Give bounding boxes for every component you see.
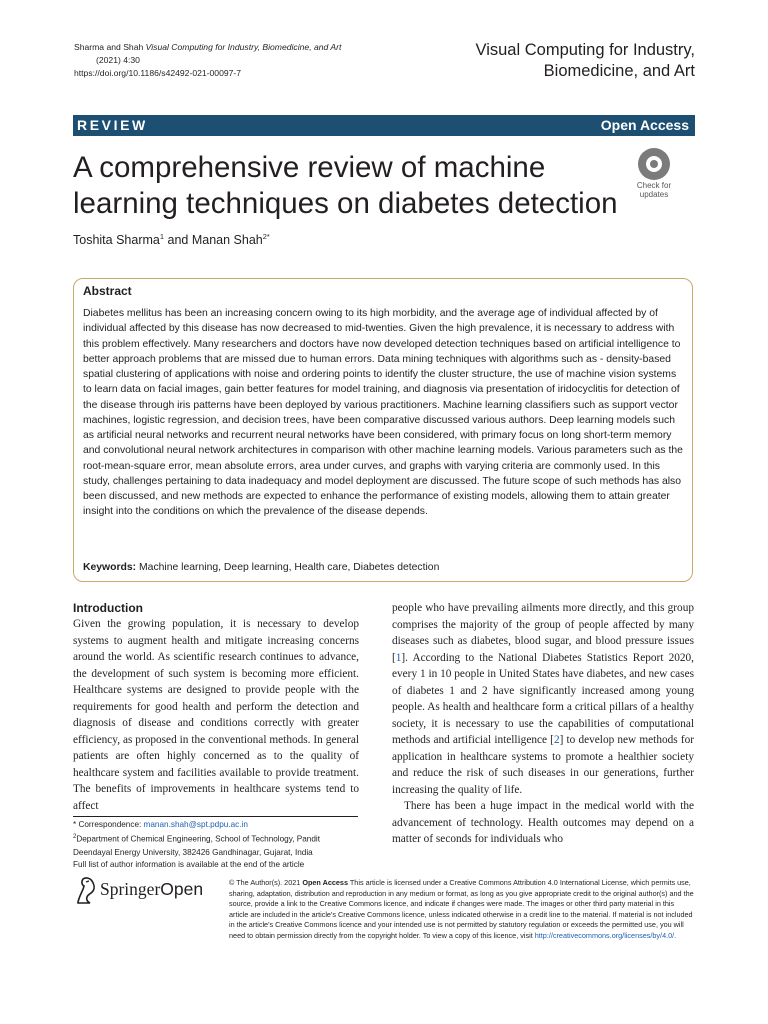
citation-authors: Sharma and Shah (74, 42, 144, 52)
springer-open-wordmark: SpringerOpen (100, 879, 204, 899)
article-type-label: REVIEW (77, 117, 148, 133)
footnote (73, 819, 363, 871)
affiliation-line: $^2$Department of Chemical Engineering, School of Technology, Pandit (73, 834, 320, 845)
springer-horse-icon (74, 876, 98, 904)
author-name[interactable]: Toshita Sharma (73, 233, 160, 248)
article-title (73, 150, 633, 222)
citation-link[interactable]: 2 (553, 734, 560, 746)
keywords-values: Machine learning, Deep learning, Health care, Diabetes detection (136, 562, 440, 573)
author-name[interactable]: Manan Shah (191, 233, 263, 248)
check-for-updates-badge[interactable] (625, 148, 683, 204)
correspondence-email[interactable]: manan.shah@spt.pdpu.ac.in (143, 820, 248, 829)
doi-link[interactable]: https://doi.org/10.1186/s42492-021-00097-7 (74, 68, 242, 78)
license-statement: © The Author(s). 2021 Open Access This article is licensed under a Creative Commons Attribution 4.0 International License, which permits use, sharing, adaptation, distribution and reproduction in any medium or format, as long as you give appropriate credit to the original author(s) and the source, provide a link to the Creative Commons licence, and indicate if changes were made. The images or other third party material in this article are included in the article's Creative Commons licence, unless indicated otherwise in a credit line to the material. If material is not included in the article's Creative Commons licence and your intended use is not permitted by statutory regulation or exceeds the permitted use, you will need to obtain permission directly from the copyright holder. To view a copy of this licence, visit http://creativecommons.org/licenses/by/4.0/. (229, 878, 694, 940)
body-paragraph: people who have prevailing ailments more directly, and this group comprises the majority of the group of people affected by many diseases such as diabetes, blood sugar, and blood pressure issues [1]. According to the National Diabetes Statistics Report 2020, every 1 in 10 people in United States have diabetes, and new cases of diabetes 1 and 2 have significantly increased among young people. As health and healthcare form a critical pillars of a healthy society, it is necessary to use the capabilities of computational methods and artificial intelligence [2] to develop new methods for application in healthcare systems to promote a healthier society and reduce the risk of such diseases in our generations, further increasing the quality of life. (392, 602, 694, 796)
author-affiliation-sup: 1 (159, 232, 165, 241)
journal-name-line2: Biomedicine, and Art (543, 62, 695, 80)
citation-year-volume: (2021) 4:30 (96, 55, 140, 65)
open-access-bold: Open Access (302, 878, 348, 887)
citation-header (74, 41, 404, 80)
title-line1: A comprehensive review of machine (73, 151, 546, 184)
abstract-text: Diabetes mellitus has been an increasing concern owing to its high morbidity, and the average age of individual affected by of individual affected by this disease has now decreased to mid-twenties. Given the high prevalence, it is necessary to address with this problem effectively. Many researchers and doctors have now developed detection techniques based on artificial intelligence to better approach problems that are missed due to human errors. Data mining techniques with algorithms such as - density-based spatial clustering of applications with noise and ordering points to identify the cluster structure, the use of machine vision systems to learn data on facial images, gain better features for model training, and diagnosis via presentation of iridocyclitis for detection of the disease through iris patterns have been deployed by various practitioners. Machine learning classifiers such as support vector machines, logistic regression, and decision trees, have been comparative discussed various authors. Deep learning models such as artificial neural networks and recurrent neural networks have been considered, with primary focus on long short-term memory and convolutional neural network architectures in comparison with other machine learning models. Various parameters such as the root-mean-square error, mean absolute errors, area under curves, and graphs with varying criteria are commonly used. In this study, challenges pertaining to data inadequacy and model deployment are discussed. The future scope of such methods has also been discussed, and new methods are expected to enhance the performance of existing models, allowing them to attain greater insight into the conditions on which the prevalence of the disease depends. (83, 308, 683, 518)
body-column-right (392, 600, 694, 848)
abstract-heading: Abstract (83, 284, 132, 298)
keywords-line (83, 562, 439, 573)
author-list (73, 232, 270, 247)
article-type-banner (73, 115, 695, 136)
footnote-divider (73, 816, 358, 817)
license-link[interactable]: http://creativecommons.org/licenses/by/4.0/ (534, 930, 675, 940)
body-paragraph: There has been a huge impact in the medical world with the advancement of technology. Health outcomes may depend on a matter of seconds for individuals who (392, 800, 694, 845)
citation-link[interactable]: 1 (395, 651, 402, 664)
body-paragraph: Given the growing population, it is necessary to develop systems to augment health and mitigate increasing concerns around the world. As scientific research continues to advance, the development of such system is becoming more efficient. Healthcare systems are designed to provide people with the requirements for good health and perform the detection and diagnosis of disease and conditions correctly with greater efficiency, as proposed in the conventional methods. In general patients are often highly concerned as to the quality of healthcare system and facilities available to provide treatment. The benefits of improvements in healthcare systems tend to affect (73, 618, 359, 812)
abstract-box (73, 278, 693, 582)
check-for-updates-text: Check for updates (636, 181, 672, 199)
author-affiliation-sup: 2* (262, 232, 270, 241)
author-separator: and (164, 233, 192, 248)
journal-name-line1: Visual Computing for Industry, (475, 41, 695, 59)
citation-journal: Visual Computing for Industry, Biomedicine, and Art (145, 42, 342, 52)
title-line2: learning techniques on diabetes detection (73, 187, 618, 220)
author-info-note: Full list of author information is available at the end of the article (73, 859, 305, 869)
keywords-label: Keywords: (83, 562, 137, 573)
body-column-left (73, 600, 359, 814)
springer-open-logo[interactable] (74, 876, 214, 906)
open-access-label: Open Access (600, 117, 689, 133)
affiliation-line: Deendayal Energy University, 382426 Gandhinagar, Gujarat, India (73, 847, 313, 857)
correspondence-line: * Correspondence: manan.shah@spt.pdpu.ac.in (73, 820, 248, 829)
section-heading-introduction: Introduction (73, 601, 143, 615)
check-for-updates-icon (638, 148, 670, 180)
journal-name (476, 40, 696, 82)
